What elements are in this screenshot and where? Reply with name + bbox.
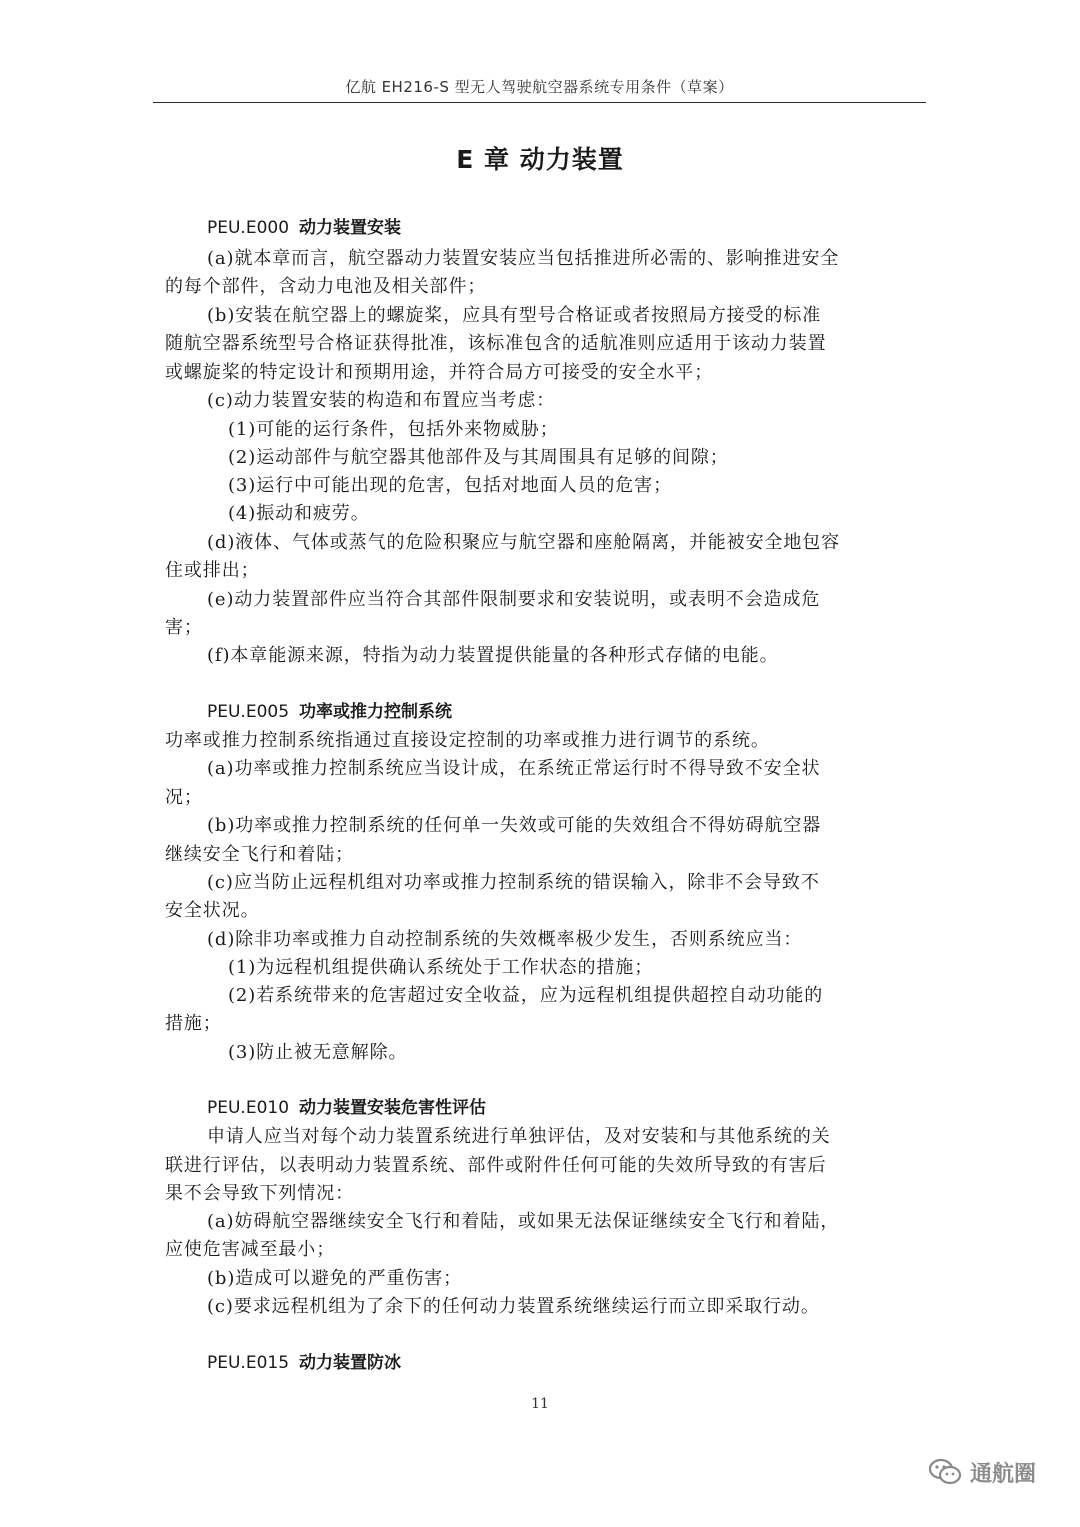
paragraph-line: (2)若系统带来的危害超过安全收益，应为远程机组提供超控自动功能的 bbox=[228, 985, 824, 1006]
paragraph-line: 申请人应当对每个动力装置系统进行单独评估，及对安装和与其他系统的关 bbox=[207, 1126, 831, 1147]
section-heading: 功率或推力控制系统 bbox=[299, 702, 453, 722]
paragraph-line: 措施； bbox=[165, 1013, 222, 1034]
wechat-icon bbox=[928, 1458, 962, 1486]
section-heading: 动力装置防冰 bbox=[299, 1353, 402, 1373]
paragraph-line: 联进行评估，以表明动力装置系统、部件或附件任何可能的失效所导致的有害后 bbox=[165, 1155, 827, 1176]
paragraph-line: (1)为远程机组提供确认系统处于工作状态的措施； bbox=[228, 957, 654, 978]
paragraph-line: 的每个部件，含动力电池及相关部件； bbox=[165, 276, 487, 297]
paragraph-line: (a)功率或推力控制系统应当设计成，在系统正常运行时不得导致不安全状 bbox=[207, 758, 821, 779]
section-title-e000 bbox=[207, 215, 401, 241]
paragraph-line: (a)就本章而言，航空器动力装置安装应当包括推进所必需的、影响推进安全 bbox=[207, 248, 840, 269]
section-code: PEU.E015 bbox=[207, 1353, 290, 1373]
section-heading: 动力装置安装危害性评估 bbox=[299, 1098, 487, 1118]
section-title-e015 bbox=[207, 1350, 401, 1376]
paragraph-line: 或螺旋桨的特定设计和预期用途，并符合局方可接受的安全水平； bbox=[165, 362, 714, 383]
watermark bbox=[928, 1452, 1036, 1492]
paragraph-line: (b)造成可以避免的严重伤害； bbox=[207, 1268, 463, 1289]
paragraph-line: (b)功率或推力控制系统的任何单一失效或可能的失效组合不得妨碍航空器 bbox=[207, 815, 822, 836]
paragraph-line: 功率或推力控制系统指通过直接设定控制的功率或推力进行调节的系统。 bbox=[165, 730, 770, 751]
paragraph-line: 害； bbox=[165, 617, 203, 638]
paragraph-line: (f)本章能源来源，特指为动力装置提供能量的各种形式存储的电能。 bbox=[207, 645, 779, 666]
section-title-e005 bbox=[207, 699, 452, 725]
paragraph-line: 继续安全飞行和着陆； bbox=[165, 844, 354, 865]
paragraph-line: 果不会导致下列情况： bbox=[165, 1183, 354, 1204]
page-number: 11 bbox=[531, 1396, 549, 1412]
paragraph-line: (c)应当防止远程机组对功率或推力控制系统的错误输入，除非不会导致不 bbox=[207, 872, 820, 893]
section-heading: 动力装置安装 bbox=[299, 218, 402, 238]
paragraph-line: 安全状况。 bbox=[165, 900, 260, 921]
paragraph-line: (d)液体、气体或蒸气的危险积聚应与航空器和座舱隔离，并能被安全地包容 bbox=[207, 532, 841, 553]
chapter-title: E 章 动力装置 bbox=[456, 145, 624, 174]
page-header: 亿航 EH216-S 型无人驾驶航空器系统专用条件（草案） bbox=[153, 76, 926, 103]
section-code: PEU.E010 bbox=[207, 1098, 290, 1118]
paragraph-line: (e)动力装置部件应当符合其部件限制要求和安装说明，或表明不会造成危 bbox=[207, 589, 821, 610]
paragraph-line: (4)振动和疲劳。 bbox=[228, 503, 370, 524]
paragraph-line: (c)要求远程机组为了余下的任何动力装置系统继续运行而立即采取行动。 bbox=[207, 1296, 820, 1317]
section-title-e010 bbox=[207, 1095, 486, 1121]
section-code: PEU.E005 bbox=[207, 702, 290, 722]
paragraph-line: (a)妨碍航空器继续安全飞行和着陆，或如果无法保证继续安全飞行和着陆， bbox=[207, 1211, 840, 1232]
paragraph-line: (3)运行中可能出现的危害，包括对地面人员的危害； bbox=[228, 475, 672, 496]
paragraph-line: (d)除非功率或推力自动控制系统的失效概率极少发生，否则系统应当： bbox=[207, 929, 803, 950]
paragraph-line: (c)动力装置安装的构造和布置应当考虑： bbox=[207, 390, 556, 411]
paragraph-line: (b)安装在航空器上的螺旋桨，应具有型号合格证或者按照局方接受的标准 bbox=[207, 305, 822, 326]
paragraph-line: 随航空器系统型号合格证获得批准，该标准包含的适航准则应适用于该动力装置 bbox=[165, 333, 827, 354]
paragraph-line: (2)运动部件与航空器其他部件及与其周围具有足够的间隙； bbox=[228, 447, 729, 468]
paragraph-line: 应使危害减至最小； bbox=[165, 1239, 336, 1260]
paragraph-line: (3)防止被无意解除。 bbox=[228, 1042, 408, 1063]
paragraph-line: 况； bbox=[165, 787, 203, 808]
paragraph-line: 住或排出； bbox=[165, 560, 260, 581]
paragraph-line: (1)可能的运行条件，包括外来物威胁； bbox=[228, 419, 559, 440]
watermark-text: 通航圈 bbox=[970, 1461, 1037, 1487]
section-code: PEU.E000 bbox=[207, 218, 290, 238]
